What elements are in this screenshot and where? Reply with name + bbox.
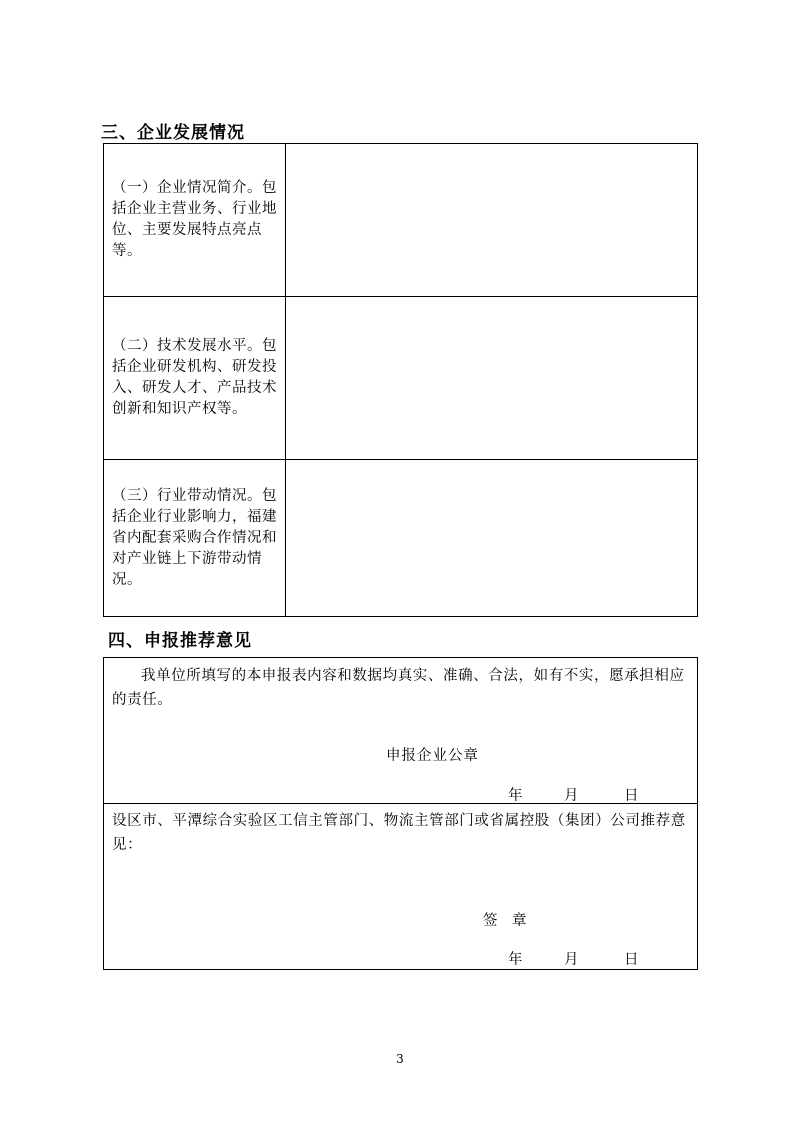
development-table [103, 143, 698, 617]
declaration-text: 我单位所填写的本申报表内容和数据均真实、准确、合法，如有不实，愿承担相应的责任。 [112, 668, 685, 708]
industry-impact-input-cell[interactable] [286, 460, 697, 617]
company-seal-label: 申报企业公章 [386, 748, 479, 764]
date-day-label: 日 [624, 952, 639, 968]
section-4-title: 四、申报推荐意见 [108, 631, 252, 651]
row-label-tech-level: （二）技术发展水平。包括企业研发机构、研发投入、研发人才、产品技术创新和知识产权等。 [112, 338, 277, 417]
table-row [104, 460, 697, 617]
row-label-company-intro: （一）企业情况简介。包括企业主营业务、行业地位、主要发展特点亮点等。 [112, 180, 277, 259]
row-label-industry-impact: （三）行业带动情况。包括企业行业影响力，福建省内配套采购合作情况和对产业链上下游带动情况。 [112, 488, 277, 588]
table-row [104, 144, 697, 297]
date-year-label: 年 [508, 952, 523, 968]
section-3-title: 三、企业发展情况 [101, 123, 245, 143]
declaration-box [104, 658, 697, 804]
company-intro-input-cell[interactable] [286, 144, 697, 296]
date-month-label: 月 [564, 952, 579, 968]
recommendation-table [103, 657, 698, 970]
page-number: 3 [396, 1052, 404, 1066]
row-label-cell [104, 144, 286, 296]
date-month-label: 月 [564, 788, 579, 804]
date-year-label: 年 [508, 788, 523, 804]
row-label-cell [104, 460, 286, 617]
date-day-label: 日 [624, 788, 639, 804]
recommendation-box[interactable] [104, 804, 697, 969]
recommendation-text: 设区市、平潭综合实验区工信主管部门、物流主管部门或省属控股（集团）公司推荐意见： [112, 813, 686, 853]
signature-label: 签 章 [483, 913, 527, 929]
row-label-cell [104, 297, 286, 459]
table-row [104, 297, 697, 460]
tech-level-input-cell[interactable] [286, 297, 697, 459]
